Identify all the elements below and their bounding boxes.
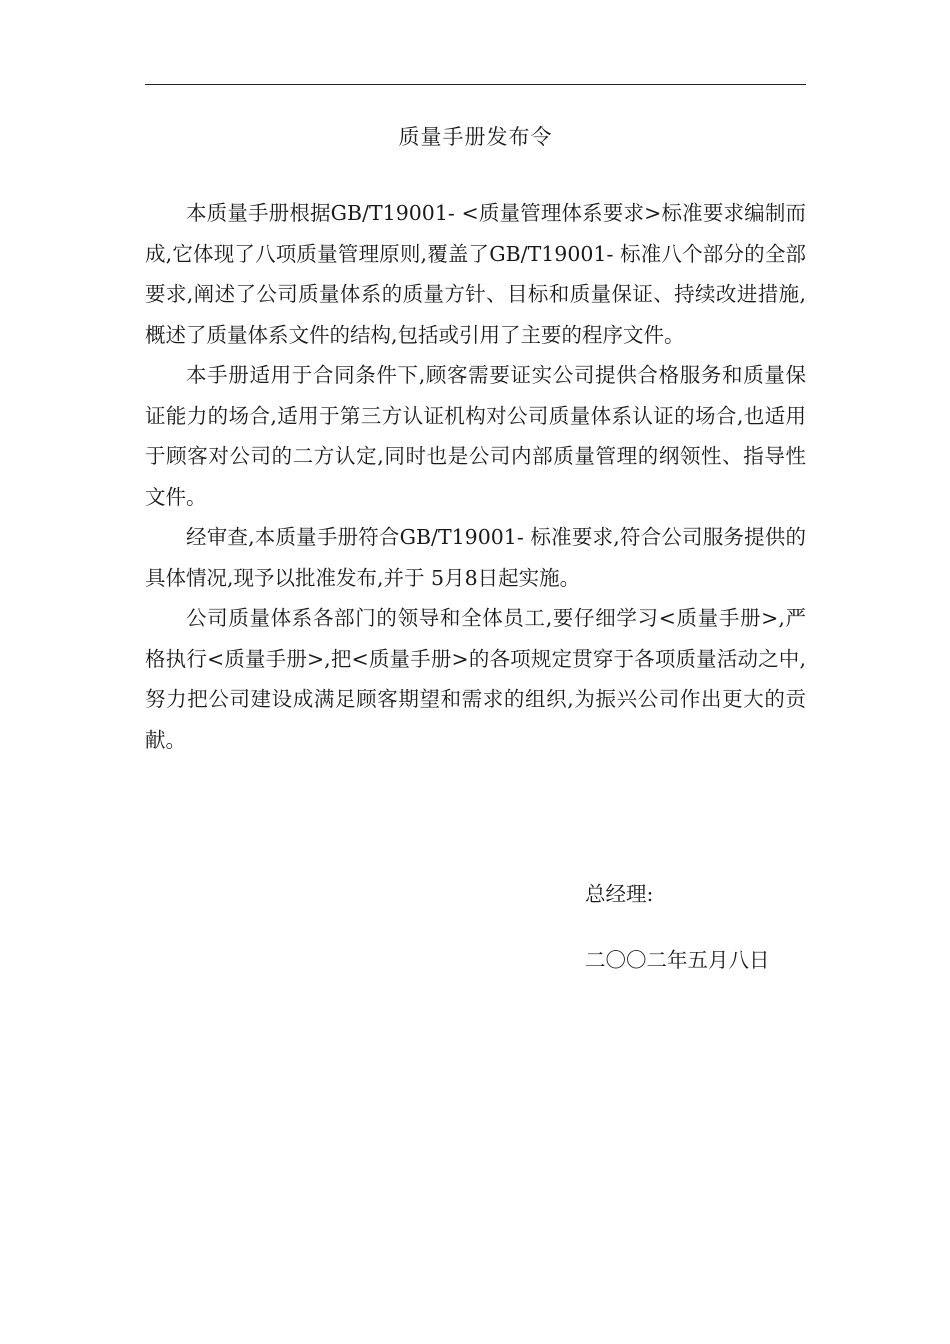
paragraph-2: 本手册适用于合同条件下,顾客需要证实公司提供合格服务和质量保证能力的场合,适用于第三方认证机构对公司质量体系认证的场合,也适用于顾客对公司的二方认定,同时也是公司内部质量管理的纲领性、指导性文件。 <box>145 363 806 509</box>
paragraph-3: 经审查,本质量手册符合GB/T19001- 标准要求,符合公司服务提供的具体情况,现予以批准发布,并于 5月8日起实施。 <box>145 525 806 590</box>
paragraph-4: 公司质量体系各部门的领导和全体员工,要仔细学习<质量手册>,严格执行<质量手册>,把<质量手册>的各项规定贯穿于各项质量活动之中,努力把公司建设成满足顾客期望和需求的组织,为振兴公司作出更大的贡献。 <box>145 606 806 752</box>
document-title: 质量手册发布令 <box>398 125 553 149</box>
paragraph-1: 本质量手册根据GB/T19001- <质量管理体系要求>标准要求编制而成,它体现了八项质量管理原则,覆盖了GB/T19001- 标准八个部分的全部要求,阐述了公司质量体系的质量方针、目标和质量保证、持续改进措施,概述了质量体系文件的结构,包括或引用了主要的程序文件。 <box>145 201 806 347</box>
issue-date: 二〇〇二年五月八日 <box>585 948 770 972</box>
header-rule <box>145 84 806 85</box>
document-body <box>145 193 806 760</box>
signer-label: 总经理: <box>585 882 654 906</box>
